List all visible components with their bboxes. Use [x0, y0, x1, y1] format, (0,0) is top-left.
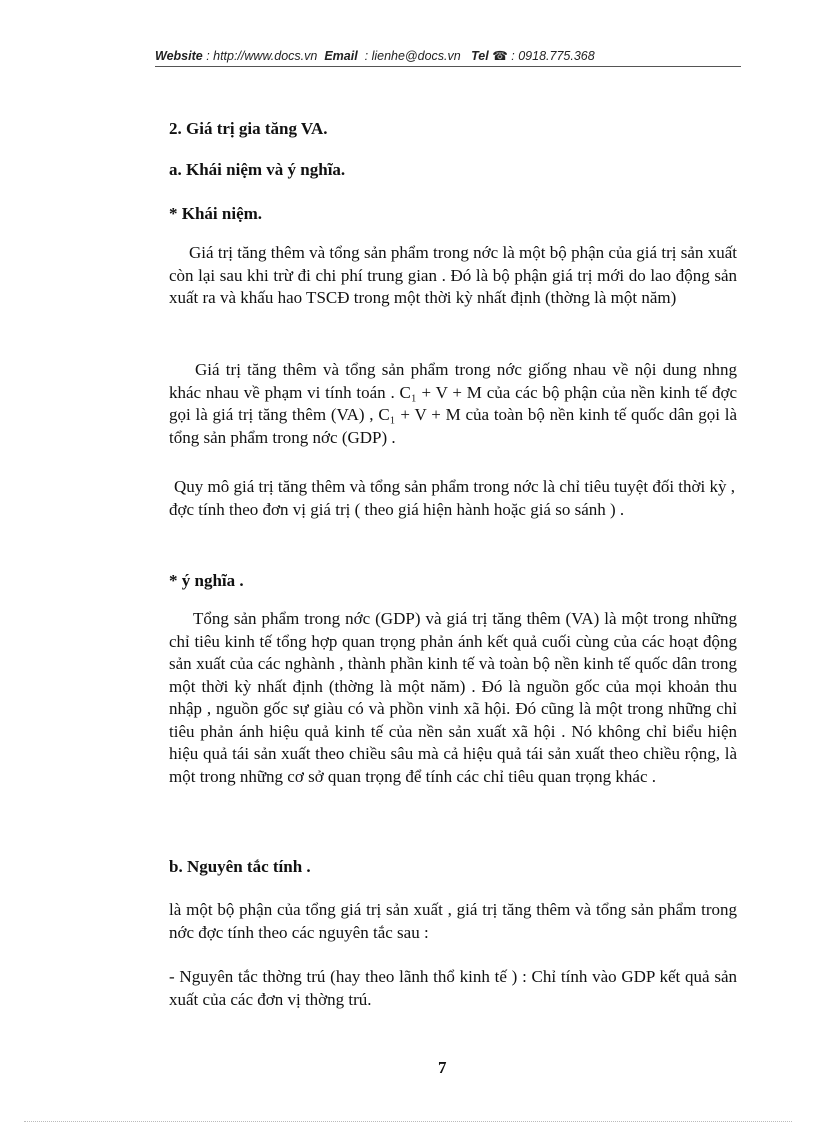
header-divider — [155, 66, 741, 67]
heading-b: b. Nguyên tắc tính . — [169, 857, 311, 876]
paragraph-2: Giá trị tăng thêm và tổng sản phẩm trong nớc giống nhau về nội dung nhng khác nhau về phạm vi tính toán . C₁ + V + M của các bộ phận của nền kinh tế đợc gọi là giá trị tăng thêm (VA) , C₁ + V + M của toàn bộ nền kinh tế quốc dân gọi là tổng sản phẩm trong nớc (GDP) . — [169, 360, 737, 447]
email-value: : lienhe@docs.vn — [364, 49, 461, 63]
page-number: 7 — [438, 1058, 447, 1077]
heading-y-nghia: * ý nghĩa . — [169, 571, 244, 590]
paragraph-4: Tổng sản phẩm trong nớc (GDP) và giá trị tăng thêm (VA) là một trong những chỉ tiêu kinh tế tổng hợp quan trọng phản ánh kết quả cuối cùng của các hoạt động sản xuất của các nghành , thành phần kinh tế và toàn bộ nền kinh tế quốc dân trong một thời kỳ nhất định (thờng là một năm) . Đó là nguồn gốc của mọi khoản thu nhập , nguồn gốc sự giàu có và phồn vinh xã hội. Đó cũng là một trong những chỉ tiêu phản ánh hiệu quả kinh tế của nền sản xuất xã hội . Nó không chỉ biểu hiện hiệu quả tái sản xuất theo chiều sâu mà cả hiệu quả tái sản xuất theo chiều rộng, là một trong những cơ sở quan trọng để tính các chỉ tiêu quan trọng khác . — [169, 609, 737, 786]
tel-value: : 0918.775.368 — [511, 49, 595, 63]
website-value: : http://www.docs.vn — [206, 49, 318, 63]
tel-label: Tel — [471, 49, 489, 63]
bottom-border — [24, 1121, 792, 1122]
website-label: Website — [155, 49, 203, 63]
email-label: Email — [324, 49, 358, 63]
heading-a: a. Khái niệm và ý nghĩa. — [169, 160, 346, 179]
paragraph-3: Quy mô giá trị tăng thêm và tổng sản phẩm trong nớc là chỉ tiêu tuyệt đối thời kỳ , đợc tính theo đơn vị giá trị ( theo giá hiện hành hoặc giá so sánh ) . — [169, 477, 735, 519]
phone-icon: ☎ — [492, 49, 508, 63]
paragraph-1: Giá trị tăng thêm và tổng sản phẩm trong nớc là một bộ phận của giá trị sản xuất còn lại sau khi trừ đi chi phí trung gian . Đó là bộ phận giá trị mới do lao động sản xuất ra và khấu hao TSCĐ trong một thời kỳ nhất định (thờng là một năm) — [169, 243, 737, 307]
heading-2: 2. Giá trị gia tăng VA. — [169, 119, 328, 138]
page-header — [155, 48, 741, 63]
heading-khai-niem: * Khái niệm. — [169, 204, 263, 223]
paragraph-5: là một bộ phận của tổng giá trị sản xuất , giá trị tăng thêm và tổng sản phẩm trong nớc đợc tính theo các nguyên tắc sau : — [169, 900, 737, 942]
paragraph-6: - Nguyên tắc thờng trú (hay theo lãnh thổ kinh tế ) : Chỉ tính vào GDP kết quả sản xuất của các đơn vị thờng trú. — [169, 967, 737, 1009]
